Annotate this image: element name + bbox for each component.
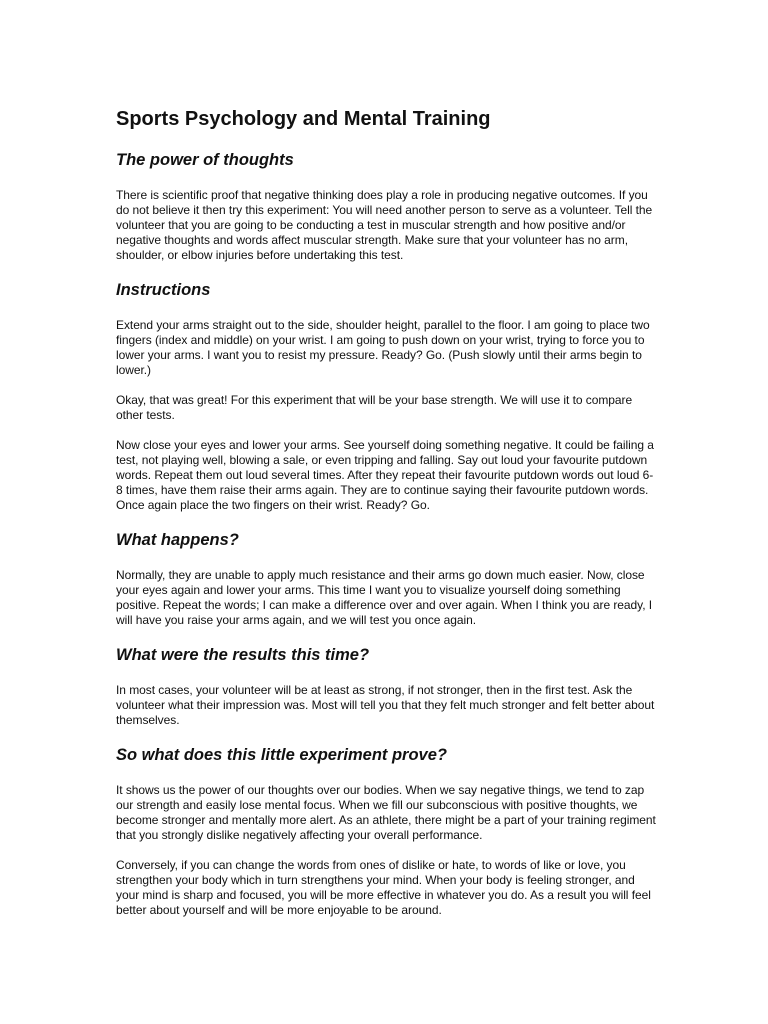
- section-heading: The power of thoughts: [116, 151, 294, 169]
- paragraph: It shows us the power of our thoughts over our bodies. When we say negative things, we tend to zap our strength and easily lose mental focus. When we fill our subconscious with positive thoughts, we become stronger and mentally more alert. As an athlete, there might be a part of your training regiment that you strongly dislike negatively affecting your overall performance.: [116, 783, 656, 842]
- section-heading: What happens?: [116, 531, 239, 549]
- paragraph: In most cases, your volunteer will be at least as strong, if not stronger, then in the first test. Ask the volunteer what their impression was. Most will tell you that they felt much stronger and felt better about themselves.: [116, 683, 655, 727]
- paragraph: Now close your eyes and lower your arms. See yourself doing something negative. It could be failing a test, not playing well, blowing a sale, or even tripping and falling. Say out loud your favourite putdown words. Repeat them out loud several times. After they repeat their favourite putdown words out loud 6-8 times, have them raise their arms again. They are to continue saying their favourite putdown words. Once again place the two fingers on their wrist. Ready? Go.: [116, 438, 654, 512]
- paragraph: Okay, that was great! For this experiment that will be your base strength. We will use it to compare other tests.: [116, 393, 633, 422]
- section-power-of-thoughts: [116, 148, 656, 263]
- paragraph: Extend your arms straight out to the side, shoulder height, parallel to the floor. I am going to place two fingers (index and middle) on your wrist. I am going to push down on your wrist, trying to force you to lower your arms. I want you to resist my pressure. Ready? Go. (Push slowly until their arms begin to lower.): [116, 318, 650, 377]
- document-page: [116, 106, 656, 933]
- section-results: [116, 643, 656, 728]
- section-heading: So what does this little experiment prove?: [116, 746, 447, 764]
- section-instructions: [116, 278, 656, 513]
- section-experiment-prove: [116, 743, 656, 918]
- paragraph: Normally, they are unable to apply much resistance and their arms go down much easier. Now, close your eyes again and lower your arms. This time I want you to visualize yourself doing something positive. Repeat the words; I can make a difference over and over again. When I think you are ready, I will have you raise your arms again, and we will test you once again.: [116, 568, 653, 627]
- paragraph: There is scientific proof that negative thinking does play a role in producing negative outcomes. If you do not believe it then try this experiment: You will need another person to serve as a volunteer. Tell the volunteer that you are going to be conducting a test in muscular strength and how positive and/or negative thoughts and words affect muscular strength. Make sure that your volunteer has no arm, shoulder, or elbow injuries before undertaking this test.: [116, 188, 653, 262]
- paragraph: Conversely, if you can change the words from ones of dislike or hate, to words of like or love, you strengthen your body which in turn strengthens your mind. When your body is feeling stronger, and your mind is sharp and focused, you will be more effective in whatever you do. As a result you will feel better about yourself and will be more enjoyable to be around.: [116, 858, 651, 917]
- section-what-happens: [116, 528, 656, 628]
- section-heading: What were the results this time?: [116, 646, 370, 664]
- section-heading: Instructions: [116, 281, 211, 299]
- document-title: Sports Psychology and Mental Training: [116, 108, 491, 130]
